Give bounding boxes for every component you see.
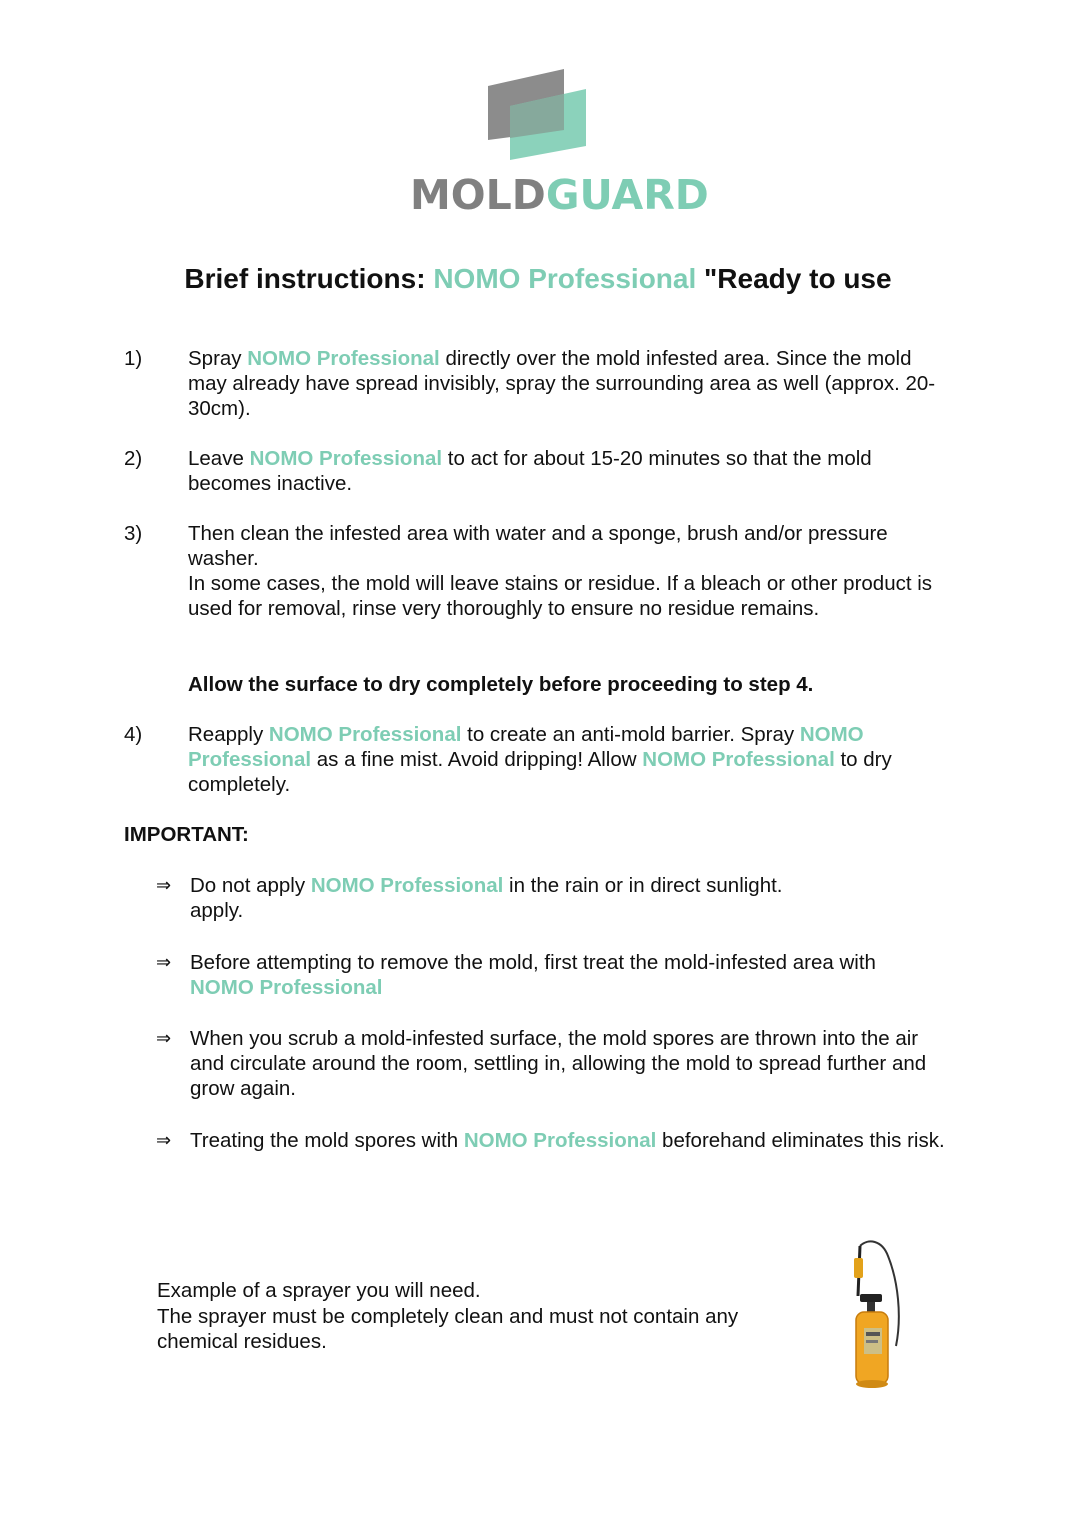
arrow-right-icon: ⇒ (156, 875, 172, 896)
step-text: Reapply NOMO Professional to create an anti-mold barrier. Spray NOMO Professional as a fine mist. Avoid dripping! Allow NOMO Professional to dry completely. (188, 723, 892, 796)
page-title: Brief instructions: NOMO Professional "Ready to use (184, 263, 892, 294)
step-number: 4) (124, 723, 143, 746)
step-number: 1) (124, 347, 143, 370)
step-number: 3) (124, 522, 143, 545)
sprayer-icon (840, 1236, 910, 1396)
arrow-right-icon: ⇒ (156, 1130, 172, 1151)
arrow-right-icon: ⇒ (156, 952, 172, 973)
important-heading: IMPORTANT: (124, 823, 249, 846)
step-text: Spray NOMO Professional directly over the mold infested area. Since the mold may already have spread invisibly, spray the surrounding area as well (approx. 20-30cm). (188, 347, 936, 420)
step-number: 2) (124, 447, 143, 470)
sprayer-note: Example of a sprayer you will need. The sprayer must be completely clean and must not contain any chemical residues. (157, 1279, 739, 1353)
dry-warning: Allow the surface to dry completely before proceeding to step 4. (188, 673, 814, 696)
step-text: Then clean the infested area with water and a sponge, brush and/or pressure washer. In some cases, the mold will leave stains or residue. If a bleach or other product is used for removal, rinse very thoroughly to ensure no residue remains. (188, 522, 933, 620)
step-text: Leave NOMO Professional to act for about 15-20 minutes so that the mold becomes inactive. (188, 447, 872, 495)
logo-mark-icon (410, 66, 670, 170)
logo-wordmark: MOLDGUARD (410, 171, 709, 219)
moldguard-logo (410, 66, 709, 219)
arrow-right-icon: ⇒ (156, 1028, 172, 1049)
